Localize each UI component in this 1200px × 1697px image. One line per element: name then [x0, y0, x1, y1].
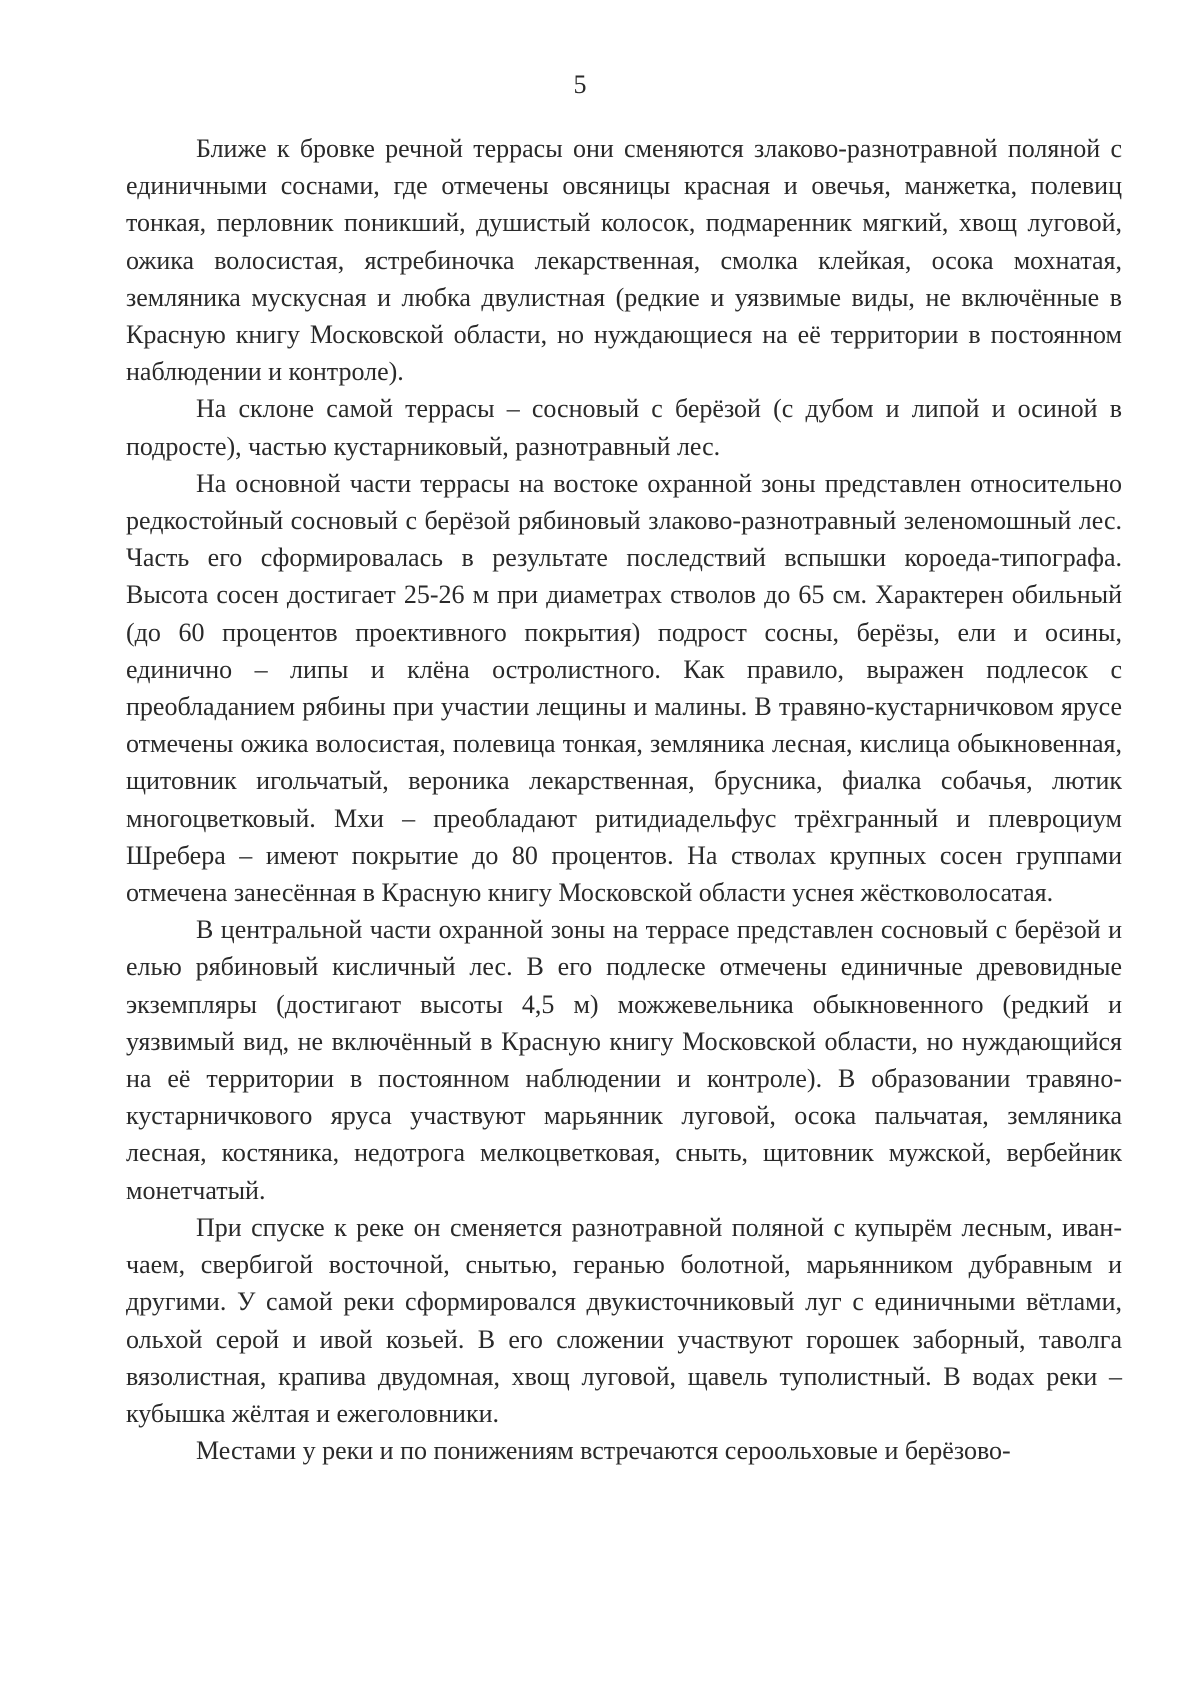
paragraph-terrace-slope: На склоне самой террасы – сосновый с берёзой (с дубом и липой и осиной в подросте), частью кустарниковый, разнотравный лес. [126, 394, 1122, 461]
paragraph-meadow: Ближе к бровке речной террасы они сменяются злаково-разнотравной поляной с единичными соснами, где отмечены овсяницы красная и овечья, манжетка, полевиц тонкая, перловник поникший, душистый колосок, подмаренник мягкий, хвощ луговой, ожика волосистая, ястребиночка лекарственная, смолка клейкая, осока мохнатая, земляника мускусная и любка двулистная (редкие и уязвимые виды, не включённые в Красную книгу Московской области, но нуждающиеся на её территории в постоянном наблюдении и контроле). [126, 134, 1122, 387]
paragraph-river-descent: При спуске к реке он сменяется разнотравной поляной с купырём лесным, иван-чаем, свербигой восточной, снытью, геранью болотной, марьянником дубравным и другими. У самой реки сформировался двукисточниковый луг с единичными вётлами, ольхой серой и ивой козьей. В его сложении участвуют горошек заборный, таволга вязолистная, крапива двудомная, хвощ луговой, щавель туполистный. В водах реки – кубышка жёлтая и ежеголовники. [126, 1212, 1122, 1428]
page-number: 5 [573, 70, 587, 99]
document-body [126, 130, 1122, 1469]
paragraph-terrace-east: На основной части террасы на востоке охранной зоны представлен относительно редкостойный сосновый с берёзой рябиновый злаково-разнотравный зеленомошный лес. Часть его сформировалась в результате последствий вспышки короеда-типографа. Высота сосен достигает 25-26 м при диаметрах стволов до 65 см. Характерен обильный (до 60 процентов проективного покрытия) подрост сосны, берёзы, ели и осины, единично – липы и клёна остролистного. Как правило, выражен подлесок с преобладанием рябины при участии лещины и малины. В травяно-кустарничковом ярусе отмечены ожика волосистая, полевица тонкая, земляника лесная, кислица обыкновенная, щитовник игольчатый, вероника лекарственная, брусника, фиалка собачья, лютик многоцветковый. Мхи – преобладают ритидиадельфус трёхгранный и плевроциум Шребера – имеют покрытие до 80 процентов. На стволах крупных сосен группами отмечена занесённая в Красную книгу Московской области уснея жёстковолосатая. [126, 468, 1122, 908]
paragraph-terrace-center: В центральной части охранной зоны на террасе представлен сосновый с берёзой и елью рябиновый кисличный лес. В его подлеске отмечены единичные древовидные экземпляры (достигают высоты 4,5 м) можжевельника обыкновенного (редкий и уязвимый вид, не включённый в Красную книгу Московской области, но нуждающийся на её территории в постоянном наблюдении и контроле). В образовании травяно-кустарничкового яруса участвуют марьянник луговой, осока пальчатая, земляника лесная, костяника, недотрога мелкоцветковая, сныть, щитовник мужской, вербейник монетчатый. [126, 915, 1122, 1205]
paragraph-lowlands: Местами у реки и по понижениям встречаются сероольховые и берёзово- [196, 1436, 1011, 1466]
